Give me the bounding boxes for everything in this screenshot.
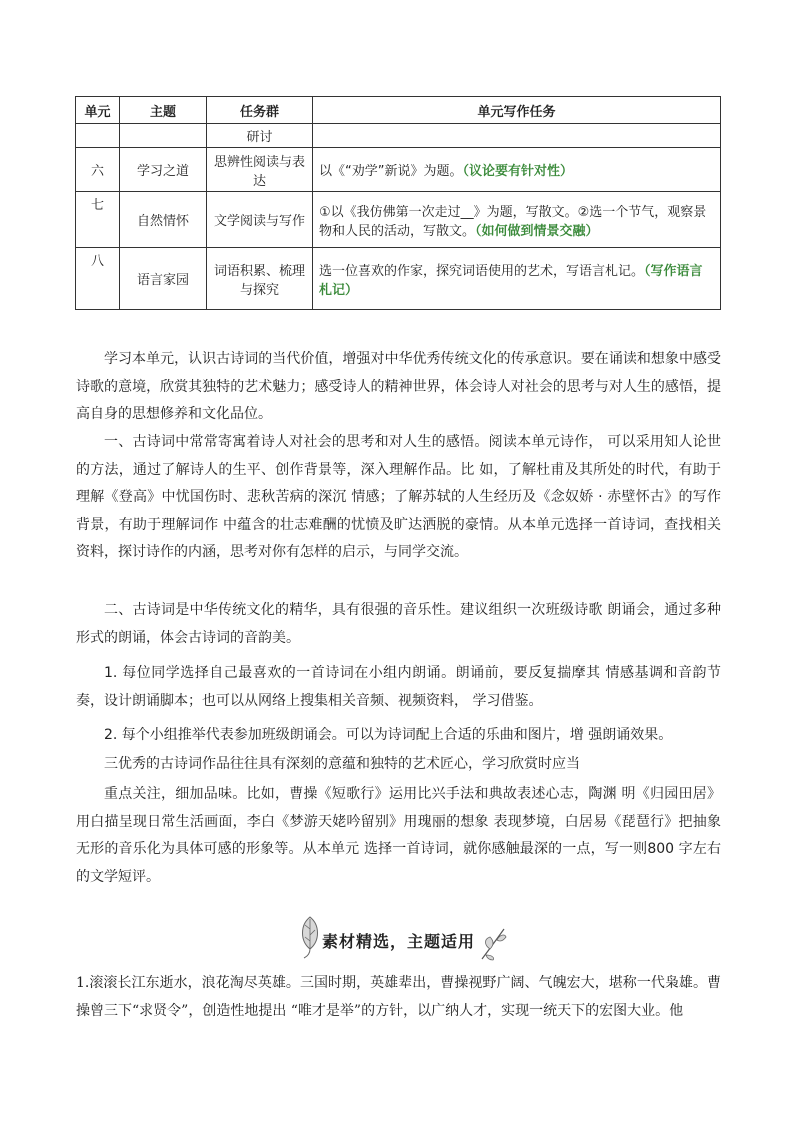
table-header-row <box>76 97 721 124</box>
task-text: 以《“劝学”新说》为题。 <box>319 164 463 179</box>
task-hint: （如何做到情景交融） <box>475 223 599 239</box>
cell-task <box>313 248 721 310</box>
cell-theme: 学习之道 <box>120 148 207 192</box>
step-one-paragraph: 1. 每位同学选择自己最喜欢的一首诗词在小组内朗诵。朗诵前，要反复揣摩其 情感基调和音韵节奏，设计朗诵脚本；也可以从网络上搜集相关音频、视频资料， 学习借鉴。 <box>76 665 721 709</box>
leaf-branch-icon <box>478 925 508 961</box>
task-hint: （议论要有针对性） <box>462 164 573 179</box>
section-one-paragraph: 一、古诗词中常常寄寓着诗人对社会的思考和对人生的感悟。阅读本单元诗作， 可以采用知人论世的方法，通过了解诗人的生平、创作背景等，深入理解作品。比 如，了解杜甫及其所处的时代，有助于理解《登高》中忧国伤时、悲秋苦病的深沉 情感；了解苏轼的人生经历及《念奴娇 · 赤壁怀古》的写作背景，有助于理解词作 中蕴含的壮志难酬的忧愤及旷达洒脱的豪情。从本单元选择一首诗词，查找相关资料，探讨诗作的内涵，思考对你有怎样的启示，与同学交流。 <box>76 434 721 560</box>
cell-task <box>313 148 721 192</box>
cell-unit: 七 <box>76 192 120 248</box>
material-paragraph: 1.滚滚长江东逝水，浪花淘尽英雄。三国时期，英雄辈出，曹操视野广阔、气魄宏大，堪称一代枭雄。曹操曾三下“求贤令”，创造性地提出 “唯才是举”的方针，以广纳人才，实现一统天下的宏图大业。他 <box>76 975 721 1019</box>
step-two-paragraph: 2. 每个小组推举代表参加班级朗诵会。可以为诗词配上合适的乐曲和图片，增 强朗诵效果。 <box>104 727 673 743</box>
table-row <box>76 192 721 248</box>
cell-task <box>313 124 721 148</box>
task-text: ①以《我仿佛第一次走过__》为题，写散文。②选一个节气，观察景物和人民的活动，写散文。 <box>319 204 707 239</box>
table-row <box>76 148 721 192</box>
section-two-paragraph: 二、古诗词是中华传统文化的精华，具有很强的音乐性。建议组织一次班级诗歌 朗诵会，通过多种形式的朗诵，体会古诗词的音韵美。 <box>76 602 721 646</box>
cell-group: 文学阅读与写作 <box>207 192 313 248</box>
section-three-paragraph: 三优秀的古诗词作品往往具有深刻的意蕴和独特的艺术匠心，学习欣赏时应当 <box>104 756 580 772</box>
header-task: 单元写作任务 <box>313 97 721 124</box>
section-banner <box>300 915 510 963</box>
table-row <box>76 124 721 148</box>
header-group: 任务群 <box>207 97 313 124</box>
leaf-icon <box>298 915 322 959</box>
table-row <box>76 248 721 310</box>
cell-unit <box>76 124 120 148</box>
cell-task <box>313 192 721 248</box>
cell-theme <box>120 124 207 148</box>
cell-group: 词语积累、梳理与探究 <box>207 248 313 310</box>
cell-group: 研讨 <box>207 124 313 148</box>
cell-unit: 八 <box>76 248 120 310</box>
cell-group: 思辨性阅读与表达 <box>207 148 313 192</box>
banner-title: 素材精选，主题适用 <box>322 932 476 951</box>
section-three-continued-paragraph: 重点关注，细加品味。比如，曹操《短歌行》运用比兴手法和典故表述心志，陶渊 明《归园田居》用白描呈现日常生活画面，李白《梦游天姥吟留别》用瑰丽的想象 表现梦境，白居易《琵琶行》把抽象无形的音乐化为具体可感的形象等。从本单元 选择一首诗词，就你感触最深的一点，写一则800 字左右的文学短评。 <box>76 786 721 885</box>
cell-theme: 语言家园 <box>120 248 207 310</box>
task-text: 选一位喜欢的作家，探究词语使用的艺术，写语言札记。 <box>319 263 645 279</box>
unit-task-table <box>75 96 721 310</box>
task-hint: （写作语言札记） <box>319 263 703 298</box>
cell-unit: 六 <box>76 148 120 192</box>
header-unit: 单元 <box>76 97 120 124</box>
header-theme: 主题 <box>120 97 207 124</box>
intro-paragraph: 学习本单元，认识古诗词的当代价值，增强对中华优秀传统文化的传承意识。要在诵读和想象中感受诗歌的意境，欣赏其独特的艺术魅力；感受诗人的精神世界，体会诗人对社会的思考与对人生的感悟，提高自身的思想修养和文化品位。 <box>76 351 721 422</box>
cell-theme: 自然情怀 <box>120 192 207 248</box>
